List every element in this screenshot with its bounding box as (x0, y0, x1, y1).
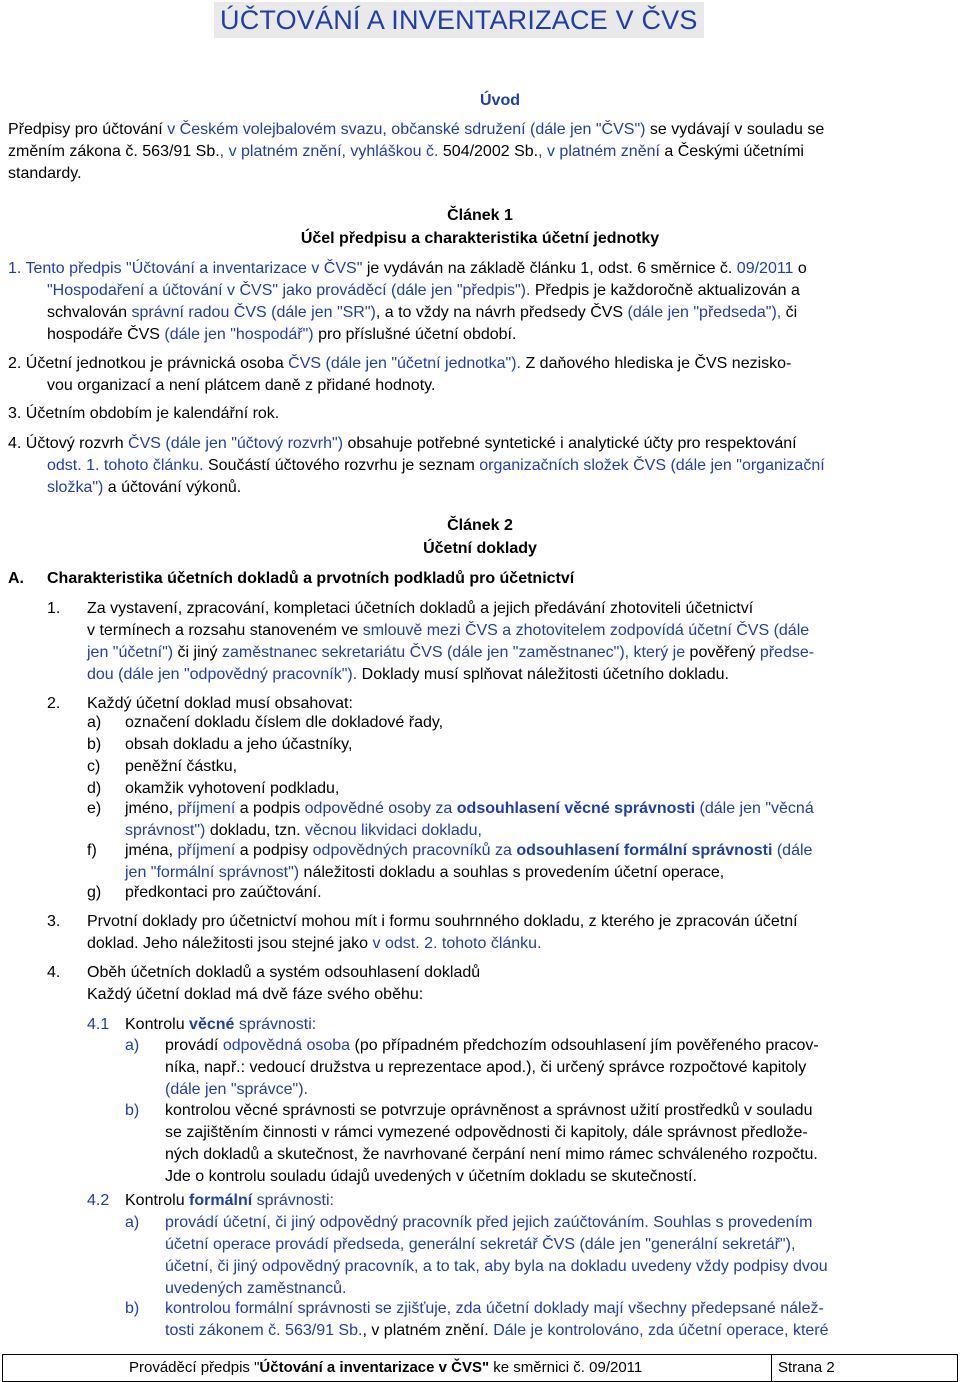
s42-a-line-2: účetní operace provádí předseda, generální sekretář ČVS (dále jen "generální sekretář"), (165, 1236, 796, 1253)
a2-i2-d-label: d) (87, 780, 102, 797)
s42-a-line-1: provádí účetní, či jiný odpovědný pracovník před jejich zaúčtováním. Souhlas s provedením (165, 1214, 813, 1231)
a2-i2-e-line-1: jméno, příjmení a podpis odpovědné osoby za odsouhlasení věcné správnosti (dále jen "věcná (125, 800, 814, 817)
intro-line-3: standardy. (8, 165, 82, 182)
a2-i4-num: 4. (47, 964, 61, 981)
s41-title: Kontrolu věcné správnosti: (125, 1016, 317, 1033)
a1-p2-line-2: vou organizací a není plátcem daně z přidané hodnoty. (47, 377, 436, 394)
a1-p3: 3. Účetním obdobím je kalendářní rok. (8, 405, 280, 422)
a2-i2-num: 2. (47, 695, 61, 712)
s42-b-line-1: kontrolou formální správnosti se zjišťuje, zda účetní doklady mají všechny předepsané nálež- (165, 1300, 824, 1317)
s42-b-line-2: tosti zákonem č. 563/91 Sb., v platném znění. Dále je kontrolováno, zda účetní operace, které (165, 1322, 829, 1339)
a2-i2-intro: Každý účetní doklad musí obsahovat: (87, 695, 353, 712)
article2-heading: Článek 2 (447, 517, 513, 534)
section-a-title: Charakteristika účetních dokladů a prvotních podkladů pro účetnictví (47, 570, 575, 587)
article1-subheading: Účel předpisu a charakteristika účetní jednotky (300, 230, 660, 247)
s41-b-line-4: Jde o kontrolu souladu údajů uvedených v účetním dokladu se skutečností. (165, 1168, 697, 1185)
s41-b-label: b) (125, 1102, 140, 1119)
a2-i4-line-1: Oběh účetních dokladů a systém odsouhlasení dokladů (87, 964, 481, 981)
s42-a-label: a) (125, 1214, 140, 1231)
s42-num: 4.2 (87, 1192, 110, 1209)
a2-i2-f-line-2: jen "formální správnost") náležitosti dokladu a souhlas s provedením účetní operace, (125, 864, 725, 881)
footer-text: Prováděcí předpis "Účtování a inventarizace v ČVS" ke směrnici č. 09/2011 (129, 1359, 643, 1376)
page-footer (2, 1354, 958, 1382)
a2-i2-d: okamžik vyhotovení podkladu, (125, 780, 340, 797)
a2-i2-b-label: b) (87, 736, 102, 753)
a1-p1-line-1: 1. Tento předpis "Účtování a inventarizace v ČVS" je vydáván na základě článku 1, odst. 6 směrnice č. 09/2011 o (8, 260, 807, 277)
intro-line-1: Předpisy pro účtování v Českém volejbalovém svazu, občanské sdružení (dále jen "ČVS") se vydávají v souladu se (8, 121, 825, 138)
a2-i3-num: 3. (47, 913, 61, 930)
page-number: Strana 2 (771, 1355, 957, 1381)
a1-p1-line-4: hospodáře ČVS (dále jen "hospodář") pro příslušné účetní období. (47, 326, 517, 343)
a1-p1-line-2: "Hospodaření a účtování v ČVS" jako prováděcí (dále jen "předpis"). Předpis je každoročně aktualizován a (47, 282, 800, 299)
a2-i2-a-label: a) (87, 714, 102, 731)
article1-heading: Článek 1 (447, 207, 513, 224)
a1-p4-line-3: složka") a účtování výkonů. (47, 479, 242, 496)
intro-line-2: změním zákona č. 563/91 Sb., v platném znění, vyhláškou č. 504/2002 Sb., v platném znění a Českými účetními (8, 143, 804, 160)
a2-i1-num: 1. (47, 600, 61, 617)
s42-b-label: b) (125, 1300, 140, 1317)
s41-a-line-1: provádí odpovědná osoba (po případném předchozím odsouhlasení jím pověřeného pracov- (165, 1037, 819, 1054)
a2-i2-e-label: e) (87, 800, 102, 817)
a2-i2-c-label: c) (87, 758, 101, 775)
document-title: ÚČTOVÁNÍ A INVENTARIZACE V ČVS (214, 2, 704, 38)
a2-i1-line-1: Za vystavení, zpracování, kompletaci účetních dokladů a jejich předávání zhotoviteli účetnictví (87, 600, 754, 617)
section-a-label: A. (8, 570, 24, 587)
a2-i3-line-2: doklad. Jeho náležitosti jsou stejné jako v odst. 2. tohoto článku. (87, 935, 542, 952)
a1-p1-line-3: schvalován správní radou ČVS (dále jen "SR"), a to vždy na návrh předsedy ČVS (dále jen "předseda"), či (47, 304, 798, 321)
a2-i2-e-line-2: správnost") dokladu, tzn. věcnou likvidaci dokladu, (125, 822, 482, 839)
a1-p4-line-2: odst. 1. tohoto článku. Součástí účtového rozvrhu je seznam organizačních složek ČVS (dále jen "organizační (47, 457, 825, 474)
s41-a-label: a) (125, 1037, 140, 1054)
a2-i4-line-2: Každý účetní doklad má dvě fáze svého oběhu: (87, 986, 424, 1003)
intro-heading: Úvod (480, 92, 520, 109)
a2-i1-line-3: jen "účetní") či jiný zaměstnanec sekretariátu ČVS (dále jen "zaměstnanec"), který je pověřený předse- (87, 644, 815, 661)
a2-i2-f-label: f) (87, 842, 97, 859)
s41-b-line-2: se zajištěním činnosti v rámci vymezené odpovědnosti či kapitoly, dále správnost předlože- (165, 1124, 808, 1141)
a2-i2-g-label: g) (87, 884, 102, 901)
a2-i2-f-line-1: jména, příjmení a podpisy odpovědných pracovníků za odsouhlasení formální správnosti (dále (125, 842, 813, 859)
s41-num: 4.1 (87, 1016, 110, 1033)
a2-i2-a: označení dokladu číslem dle dokladové řady, (125, 714, 444, 731)
a2-i2-b: obsah dokladu a jeho účastníky, (125, 736, 353, 753)
a2-i2-c: peněžní částku, (125, 758, 238, 775)
a2-i2-g: předkontaci pro zaúčtování. (125, 884, 322, 901)
a2-i3-line-1: Prvotní doklady pro účetnictví mohou mít i formu souhrnného dokladu, z kterého je zpracován účetní (87, 913, 798, 930)
s42-a-line-3: účetní, či jiný odpovědný pracovník, a to tak, aby byla na dokladu uvedeny vždy podpisy dvou (165, 1258, 828, 1275)
s42-title: Kontrolu formální správnosti: (125, 1192, 334, 1209)
a2-i1-line-2: v termínech a rozsahu stanoveném ve smlouvě mezi ČVS a zhotovitelem zodpovídá účetní ČVS (dále (87, 622, 810, 639)
a2-i1-line-4: dou (dále jen "odpovědný pracovník"). Doklady musí splňovat náležitosti účetního dokladu. (87, 666, 729, 683)
s41-a-line-2: níka, např.: vedoucí družstva u reprezentace apod.), či určený správce rozpočtové kapitoly (165, 1059, 807, 1076)
s41-b-line-1: kontrolou věcné správnosti se potvrzuje oprávněnost a správnost užití prostředků v souladu (165, 1102, 813, 1119)
s42-a-line-4: uvedených zaměstnanců. (165, 1280, 347, 1297)
article2-subheading: Účetní doklady (423, 540, 537, 557)
a1-p4-line-1: 4. Účtový rozvrh ČVS (dále jen "účtový rozvrh") obsahuje potřebné syntetické i analytické účty pro respektování (8, 435, 797, 452)
s41-a-line-3: (dále jen "správce"). (165, 1081, 308, 1098)
a1-p2-line-1: 2. Účetní jednotkou je právnická osoba ČVS (dále jen "účetní jednotka"). Z daňového hlediska je ČVS nezisko- (8, 355, 792, 372)
s41-b-line-3: ných dokladů a skutečnost, že navrhované čerpání není mimo rámec schváleného rozpočtu. (165, 1146, 818, 1163)
